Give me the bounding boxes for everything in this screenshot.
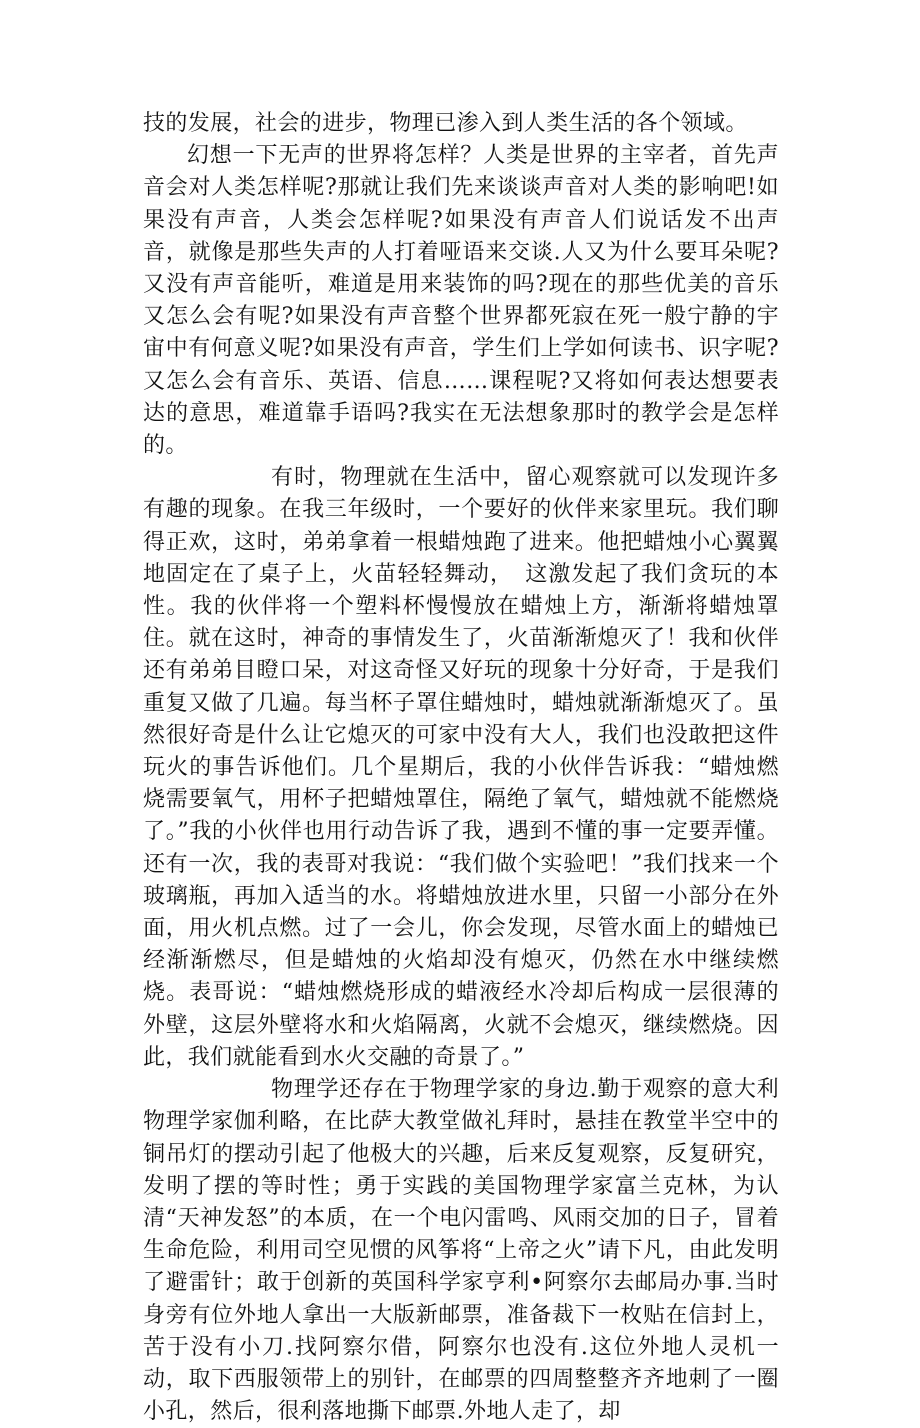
document-body bbox=[143, 108, 779, 1428]
paragraph-silent-world: 幻想一下无声的世界将怎样？人类是世界的主宰者，首先声音会对人类怎样呢?那就让我们先来谈谈声音对人类的影响吧!如果没有声音，人类会怎样呢?如果没有声音人们说话发不出声音，就像是那些失声的人打着哑语来交谈.人又为什么要耳朵呢?又没有声音能听，难道是用来装饰的吗?现在的那些优美的音乐又怎么会有呢?如果没有声音整个世界都死寂在死一般宁静的宇宙中有何意义呢?如果没有声音，学生们上学如何读书、识字呢?又怎么会有音乐、英语、信息……课程呢?又将如何表达想要表达的意思，难道靠手语吗?我实在无法想象那时的教学会是怎样的。 bbox=[143, 143, 779, 459]
paragraph-physicists: 物理学还存在于物理学家的身边.勤于观察的意大利物理学家伽利略，在比萨大教堂做礼拜时，悬挂在教堂半空中的铜吊灯的摆动引起了他极大的兴趣，后来反复观察，反复研究，发明了摆的等时性；勇于实践的美国物理学家富兰克林，为认清“天神发怒”的本质，在一个电闪雷鸣、风雨交加的日子，冒着生命危险，利用司空见惯的风筝将“上帝之火”请下凡，由此发明了避雷针；敢于创新的英国科学家亨利•阿察尔去邮局办事.当时身旁有位外地人拿出一大版新邮票，准备裁下一枚贴在信封上，苦于没有小刀.找阿察尔借，阿察尔也没有.这位外地人灵机一动，取下西服领带上的别针，在邮票的四周整整齐齐地刺了一圈小孔，然后，很利落地撕下邮票.外地人走了，却 bbox=[143, 1077, 779, 1425]
paragraph-intro-continuation: 技的发展，社会的进步，物理已渗入到人类生活的各个领域。 bbox=[143, 111, 748, 136]
paragraph-candle-experiment: 有时，物理就在生活中，留心观察就可以发现许多有趣的现象。在我三年级时，一个要好的伙伴来家里玩。我们聊得正欢，这时，弟弟拿着一根蜡烛跑了进来。他把蜡烛小心翼翼地固定在了桌子上，火苗轻轻舞动， 这激发起了我们贪玩的本性。我的伙伴将一个塑料杯慢慢放在蜡烛上方，渐渐将蜡烛罩住。就在这时，神奇的事情发生了，火苗渐渐熄灭了！我和伙伴还有弟弟目瞪口呆，对这奇怪又好玩的现象十分好奇，于是我们重复又做了几遍。每当杯子罩住蜡烛时，蜡烛就渐渐熄灭了。虽然很好奇是什么让它熄灭的可家中没有大人，我们也没敢把这件玩火的事告诉他们。几个星期后，我的小伙伴告诉我：“蜡烛燃烧需要氧气，用杯子把蜡烛罩住，隔绝了氧气，蜡烛就不能燃烧了。”我的小伙伴也用行动告诉了我，遇到不懂的事一定要弄懂。还有一次，我的表哥对我说：“我们做个实验吧！”我们找来一个玻璃瓶，再加入适当的水。将蜡烛放进水里，只留一小部分在外面，用火机点燃。过了一会儿，你会发现，尽管水面上的蜡烛已经渐渐燃尽，但是蜡烛的火焰却没有熄灭，仍然在水中继续燃烧。表哥说：“蜡烛燃烧形成的蜡液经水冷却后构成一层很薄的外壁，这层外壁将水和火焰隔离，火就不会熄灭，继续燃烧。因此，我们就能看到水火交融的奇景了。” bbox=[143, 465, 779, 1070]
